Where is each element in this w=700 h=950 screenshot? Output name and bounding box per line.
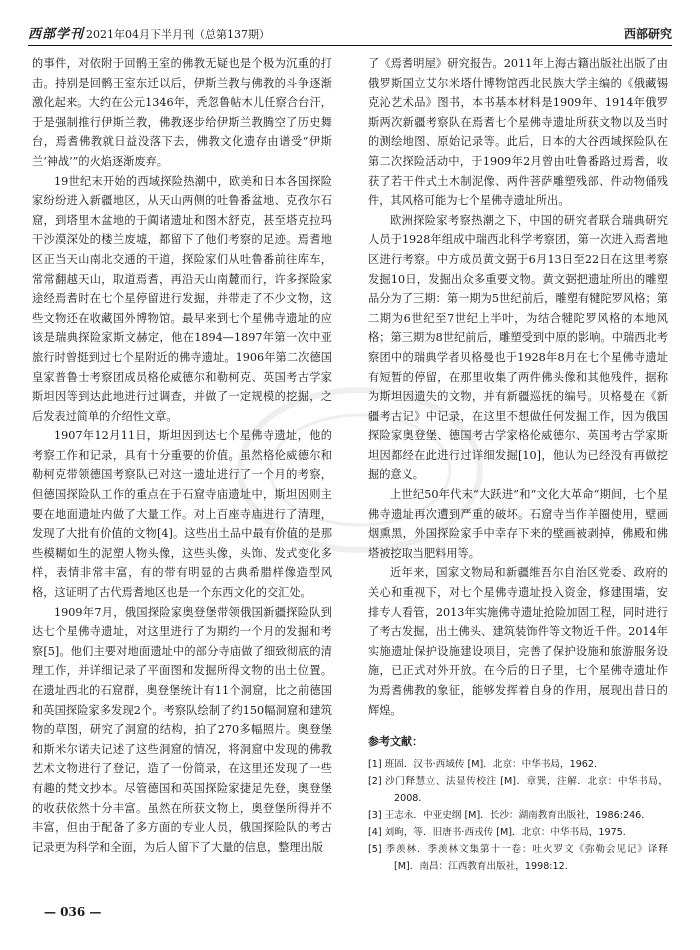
right-column (368, 54, 668, 875)
issue-info: 2021年04月下半月刊（总第137期） (86, 28, 271, 41)
running-header (28, 20, 672, 46)
journal-logo: 西部学刊 (28, 27, 85, 42)
right-column-paragraphs (368, 54, 668, 720)
paragraph: 上世纪50年代末“大跃进”和“文化大革命”期间，七个星佛寺遗址再次遭到严重的破坏。石窟寺当作羊圈使用，壁画烟熏黑，外国探险家手中幸存下来的壁画被剥掉，佛殿和佛塔被挖取当肥料用等。 (368, 488, 668, 560)
page-number: — 036 — (44, 905, 102, 919)
section-title: 西部研究 (623, 27, 672, 41)
references-title: 参考文献： (368, 735, 423, 749)
reference-item: [5] 季羡林．季羡林文集第十一卷：吐火罗文《弥勒会见记》译释 [M]．南昌：江西教育出版社，1998:12． (368, 843, 668, 872)
paragraph: 1907年12月11日，斯坦因到达七个星佛寺遗址，他的考察工作和记录，具有十分重要的价值。虽然格伦威德尔和勒柯克带领德国考察队已对这一遗址进行了一个月的考察，但德国探险队工作的重点在于石窟寺庙遗址中，斯坦因则主要在地面遗址内做了大量工作。对上百座寺庙进行了清理，发现了大批有价值的文物[4]。这些出土品中最有价值的是那些模糊如生的泥塑人物头像，这些头像，头饰、发式变化多样，表情非常丰富，有的带有明显的古典希腊样像造型风格，这证明了古代焉耆地区也是一个东西文化的交汇处。 (32, 429, 332, 600)
header-left (28, 23, 270, 42)
paragraph: 欧洲探险家考察热潮之下，中国的研究者联合瑞典研究人员于1928年组成中瑞西北科学考察团，第一次进入焉耆地区进行考察。中方成员黄文弼于6月13日至22日在这里考察发掘10日，发掘出众多重要文物。黄文弼把遗址所出的雕塑品分为了三期：第一期为5世纪前后，雕塑有犍陀罗风格；第二期为6世纪至7世纪上半叶，为结合犍陀罗风格的本地风格；第三期为8世纪前后，雕塑受到中原的影响。中瑞西北考察团中的瑞典学者贝格曼也于1928年8月在七个星佛寺遗址有短暂的停留，在那里收集了两件佛头像和其他残件，据称为斯坦因遗失的文物，并有新疆巡抚的编号。贝格曼在《新疆考古记》中记录，在这里不想做任何发掘工作，因为俄国探险家奥登堡、德国考古学家格伦威德尔、英国考古学家斯坦因都经在此进行过详细发掘[10]，他认为已经没有再做挖掘的意义。 (368, 213, 668, 482)
paragraph: 了《焉耆明屋》研究报告。2011年上海古籍出版社出版了由俄罗斯国立艾尔米塔什博物馆西北民族大学主编的《俄藏锡克沁艺术品》图书，本书基本材料是1909年、1914年俄罗斯两次新疆考察队在焉耆七个星佛寺遗址所获文物以及当时的测绘地图、原始记录等。此后，日本的大谷西域探险队在第二次探险活动中，于1909年2月曾由吐鲁番路过焉耆，收获了若干件式土木制泥像、两件菩萨雕塑残部、件动物俑残件，其风格可能为七个星佛寺遗址所出。 (368, 57, 668, 208)
references-list (368, 756, 668, 875)
paragraph: 近年来，国家文物局和新疆维吾尔自治区党委、政府的关心和重视下，对七个星佛寺遗址投入资金，修建围墙，安排专人看管，2013年实施佛寺遗址抢险加固工程，同时进行了考古发掘，出土佛头、建筑装饰件等文物近千件。2014年实施遗址保护设施建设项目，完善了保护设施和旅游服务设施，已正式对外开放。在今后的日子里，七个星佛寺遗址作为焉耆佛教的象征，能够发挥着自身的作用，展现出昔日的辉煌。 (368, 566, 668, 717)
paragraph: 的事件，对依附于回鹘王室的佛教无疑也是个极为沉重的打击。持别是回鹘王室东迁以后，伊斯兰教与佛教的斗争逐渐激化起来。大约在公元1346年，秃忽鲁帖木儿任察合台汗，于是强制推行伊斯兰教，佛教逐步给伊斯兰教腾空了历史舞台，焉耆佛教就日益没落下去，佛教文化遗存由谱受“伊斯兰‘神战’”的火焰逐渐废弃。 (32, 57, 332, 168)
reference-item: [1] 班固．汉书·西域传 [M]．北京：中华书局，1962． (368, 758, 604, 770)
reference-item: [2] 沙门释慧立、法显传校注 [M]．章巽，注解．北京：中华书局，2008． (368, 775, 668, 804)
reference-item: [4] 刘昫，等．旧唐书·西戎传 [M]．北京：中华书局，1975． (368, 826, 633, 838)
paragraph: 19世纪末开始的西域探险热潮中，欧美和日本各国探险家纷纷进入新疆地区，从天山两侧的吐鲁番盆地、克孜尔石窟，到塔里木盆地的于阗诸遗址和图木舒克，甚至塔克拉玛干沙漠深处的楼兰废墟，都留下了他们考察的足迹。焉耆地区正当天山南北交通的干道，探险家们从吐鲁番前往库车，常常翻越天山，取道焉耆，再沿天山南麓而行，许多探险家途经焉耆时在七个星停留进行发掘，并带走了不少文物，这些文物还在收藏国外博物馆。最早来到七个星佛寺遗址的应该是瑞典探险家斯文赫定，他在1894—1897年第一次中亚旅行时曾挺到过七个星附近的佛寺遗址。1906年第二次德国皇家普鲁士考察团成员格伦威德尔和勒柯克、英国考古学家斯坦因等到达此地进行过调查，并做了一定规模的挖掘，之后发表过简单的介绍性文章。 (32, 174, 332, 423)
paragraph: 1909年7月，俄国探险家奥登堡带领俄国新疆探险队到达七个星佛寺遗址，对这里进行了为期约一个月的发掘和考察[5]。他们主要对地面遗址中的部分寺庙做了细致彻底的清理工作，并详细记录了平面图和发掘所得文物的出土位置。在遗址西北的石窟群，奥登堡统计有11个洞窟，比之前德国和英国探险家多发现2个。考察队绘制了约150幅洞窟和建筑物的草图，研究了洞窟的结构，拍了270多幅照片。奥登堡和斯米尔诺夫记述了这些洞窟的情况，将洞窟中发现的佛教艺术文物进行了登记，造了一份简录，在这里还发现了一些有趣的梵文抄本。尽管德国和英国探险家捷足先登，奥登堡的收获依然十分丰富。虽然在所获文物上，奥登堡所得并不丰富，但由于配备了多方面的专业人员，俄国探险队的考古记录更为科学和全面，为后人留下了大量的信息，整理出版 (32, 605, 332, 854)
reference-item: [3] 王志永．中亚史纲 [M]．长沙：湖南教育出版社，1986:246． (368, 809, 651, 821)
left-column (32, 54, 332, 857)
